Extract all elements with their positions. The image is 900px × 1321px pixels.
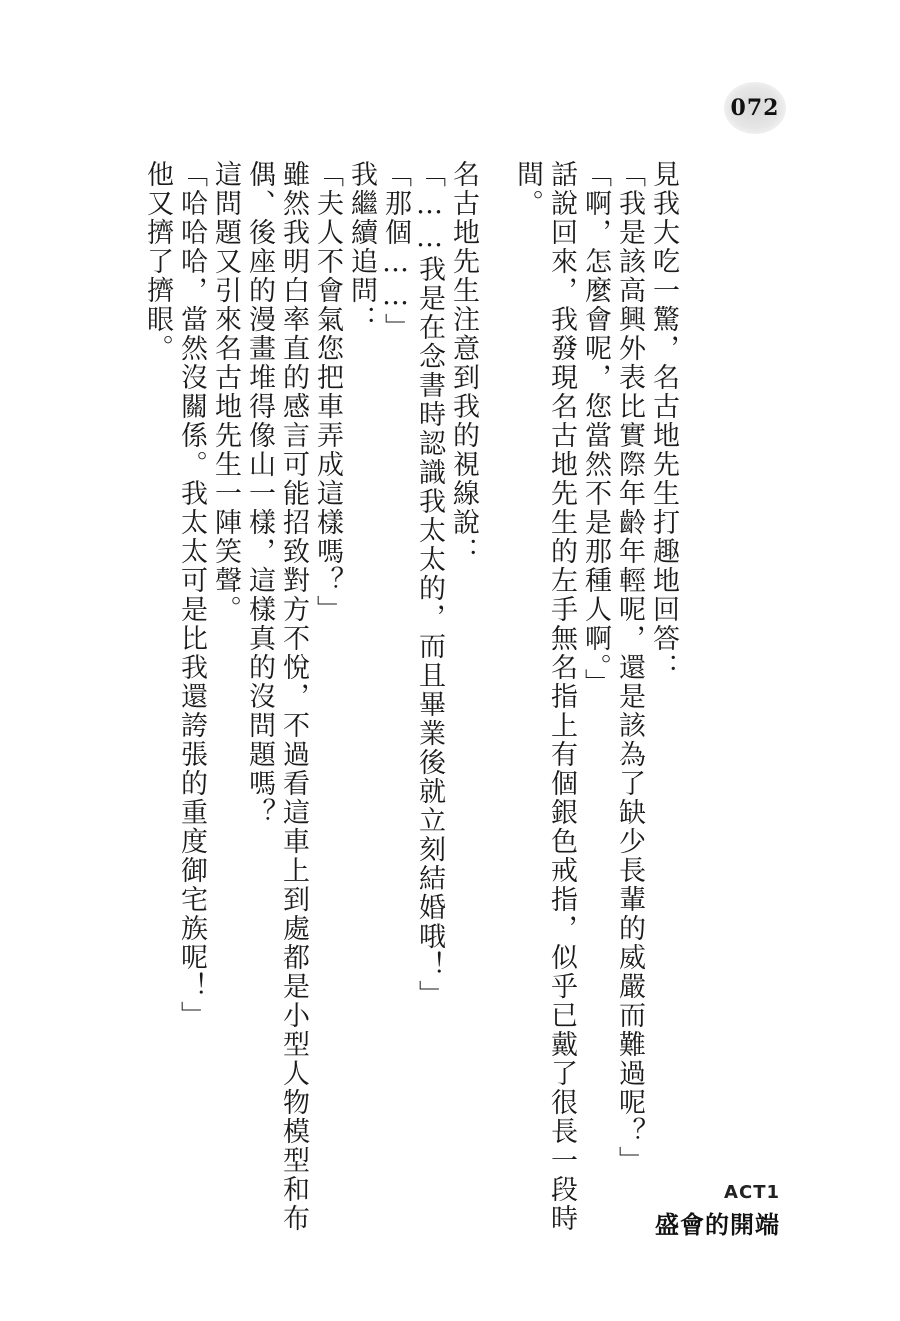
text-column: 名古地先生注意到我的視線說：	[448, 160, 479, 566]
text-column: 「啊，怎麼會呢，您當然不是那種人啊。」	[580, 160, 611, 698]
text-column: 「……我是在念書時認識我太太的，而且畢業後就立刻結婚哦！」	[414, 160, 445, 1009]
text-column: 雖然我明白率直的感言可能招致對方不悅，不過看這車上到處都是小型人物模型和布	[278, 160, 309, 1233]
text-column: 「那個……」	[380, 160, 411, 342]
text-column: 我繼續追問：	[346, 160, 377, 334]
vertical-text-block	[140, 160, 680, 1233]
text-column: 他又擠了擠眼。	[142, 160, 173, 363]
column-spacer	[480, 160, 510, 1100]
text-column: 間。	[512, 160, 543, 218]
text-column: 「夫人不會氣您把車弄成這樣嗎？」	[312, 160, 343, 624]
text-column: 這問題又引來名古地先生一陣笑聲。	[210, 160, 241, 624]
text-column: 「哈哈哈，當然沒關係。我太太可是比我還誇張的重度御宅族呢！」	[176, 160, 207, 1030]
chapter-act: ACT1	[724, 1182, 780, 1203]
page-number-badge	[724, 82, 786, 134]
text-column: 見我大吃一驚，名古地先生打趣地回答：	[648, 160, 679, 682]
chapter-title: 盛會的開端	[655, 1211, 780, 1239]
chapter-label	[655, 1182, 780, 1240]
page-number: 072	[730, 95, 780, 121]
text-column: 「我是該高興外表比實際年齡年輕呢，還是該為了缺少長輩的威嚴而難過呢？」	[614, 160, 645, 1175]
text-column: 話說回來，我發現名古地先生的左手無名指上有個銀色戒指，似乎已戴了很長一段時	[546, 160, 577, 1233]
text-column: 偶、後座的漫畫堆得像山一樣，這樣真的沒問題嗎？	[244, 160, 275, 827]
